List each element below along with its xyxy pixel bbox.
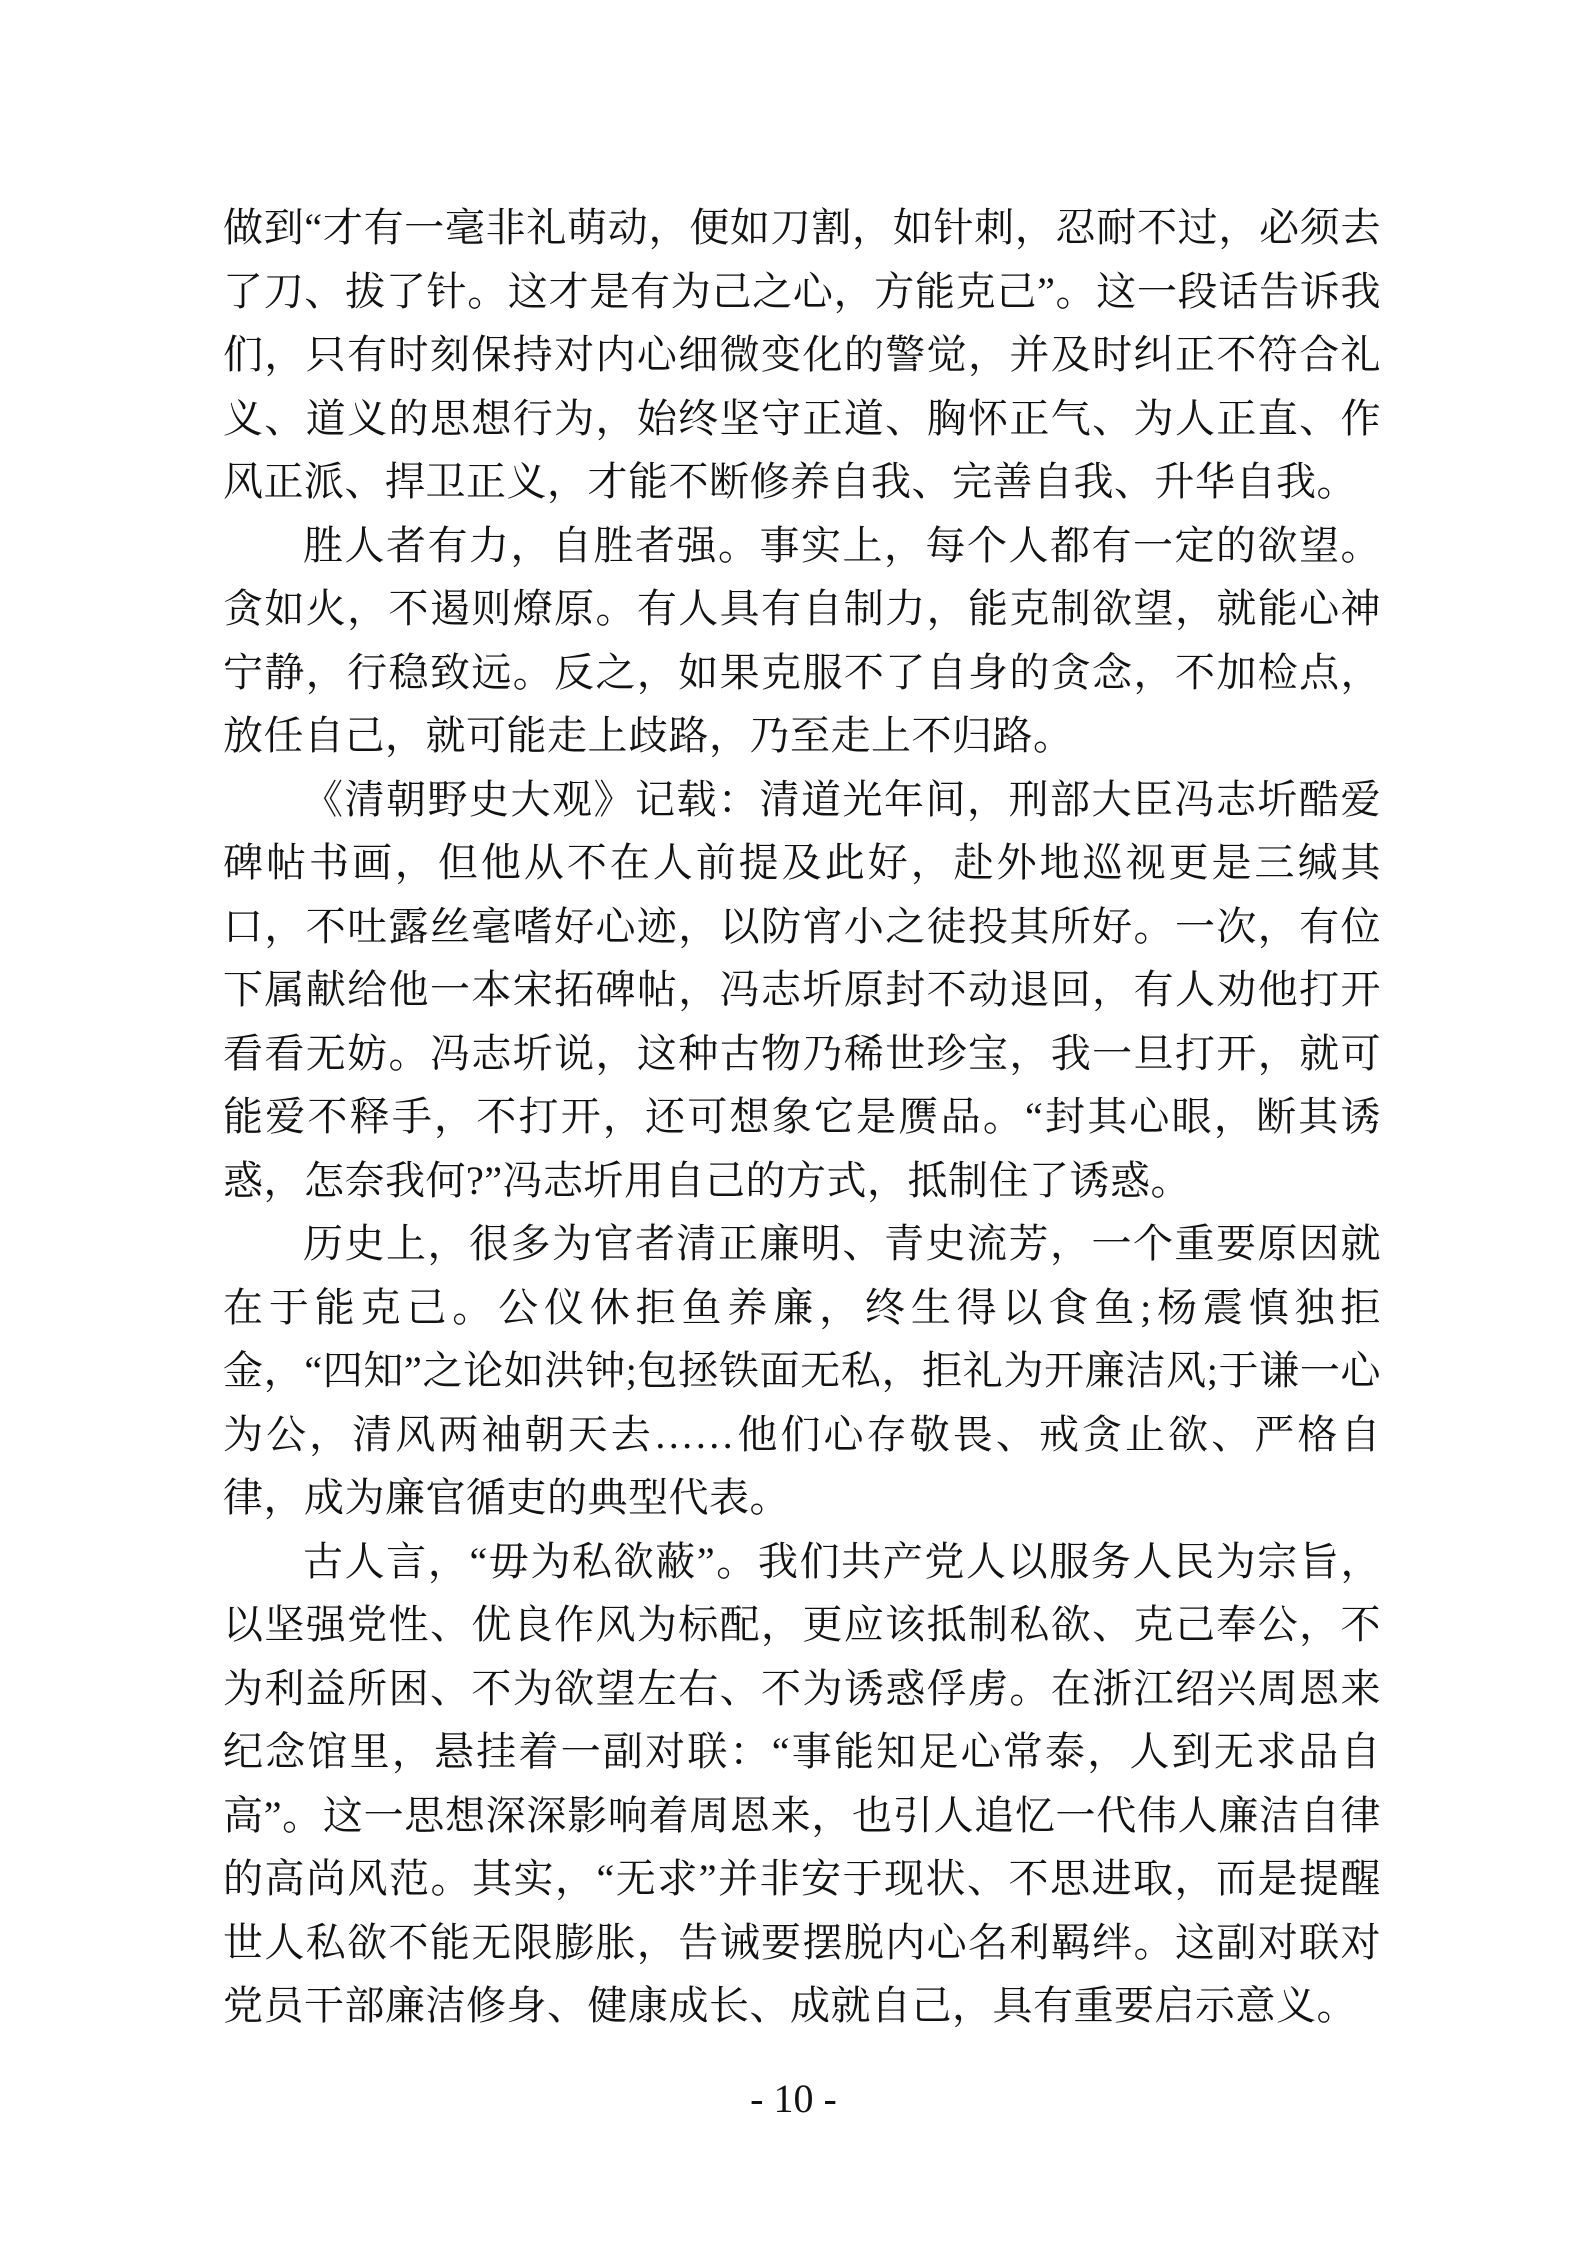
page-footer [0, 2075, 1587, 2123]
paragraph-4: 历史上，很多为官者清正廉明、青史流芳，一个重要原因就在于能克己。公仪休拒鱼养廉，终生得以食鱼;杨震慎独拒金，“四知”之论如洪钟;包拯铁面无私，拒礼为开廉洁风;于谦一心为公，清风两袖朝天去……他们心存敬畏、戒贪止欲、严格自律，成为廉官循吏的典型代表。 [223, 1221, 1381, 1520]
page-number: - 10 - [750, 2076, 837, 2121]
paragraph-3: 《清朝野史大观》记载：清道光年间，刑部大臣冯志圻酷爱碑帖书画，但他从不在人前提及此好，赴外地巡视更是三缄其口，不吐露丝毫嗜好心迹，以防宵小之徒投其所好。一次，有位下属献给他一本宋拓碑帖，冯志圻原封不动退回，有人劝他打开看看无妨。冯志圻说，这种古物乃稀世珍宝，我一旦打开，就可能爱不释手，不打开，还可想象它是赝品。“封其心眼，断其诱惑，怎奈我何?”冯志圻用自己的方式，抵制住了诱惑。 [223, 776, 1381, 1203]
paragraph-1: 做到“才有一毫非礼萌动，便如刀割，如针刺，忍耐不过，必须去了刀、拔了针。这才是有为己之心，方能克己”。这一段话告诉我们，只有时刻保持对内心细微变化的警觉，并及时纠正不符合礼义、道义的思想行为，始终坚守正道、胸怀正气、为人正直、作风正派、捍卫正义，才能不断修养自我、完善自我、升华自我。 [223, 205, 1381, 504]
document-body [223, 196, 1381, 2038]
paragraph-5: 古人言，“毋为私欲蔽”。我们共产党人以服务人民为宗旨，以坚强党性、优良作风为标配，更应该抵制私欲、克己奉公，不为利益所困、不为欲望左右、不为诱惑俘虏。在浙江绍兴周恩来纪念馆里，悬挂着一副对联：“事能知足心常泰，人到无求品自高”。这一思想深深影响着周恩来，也引人追忆一代伟人廉洁自律的高尚风范。其实，“无求”并非安于现状、不思进取，而是提醒世人私欲不能无限膨胀，告诫要摆脱内心名利羁绊。这副对联对党员干部廉洁修身、健康成长、成就自己，具有重要启示意义。 [223, 1538, 1381, 2028]
paragraph-2: 胜人者有力，自胜者强。事实上，每个人都有一定的欲望。贪如火，不遏则燎原。有人具有自制力，能克制欲望，就能心神宁静，行稳致远。反之，如果克服不了自身的贪念，不加检点，放任自己，就可能走上歧路，乃至走上不归路。 [223, 522, 1381, 758]
